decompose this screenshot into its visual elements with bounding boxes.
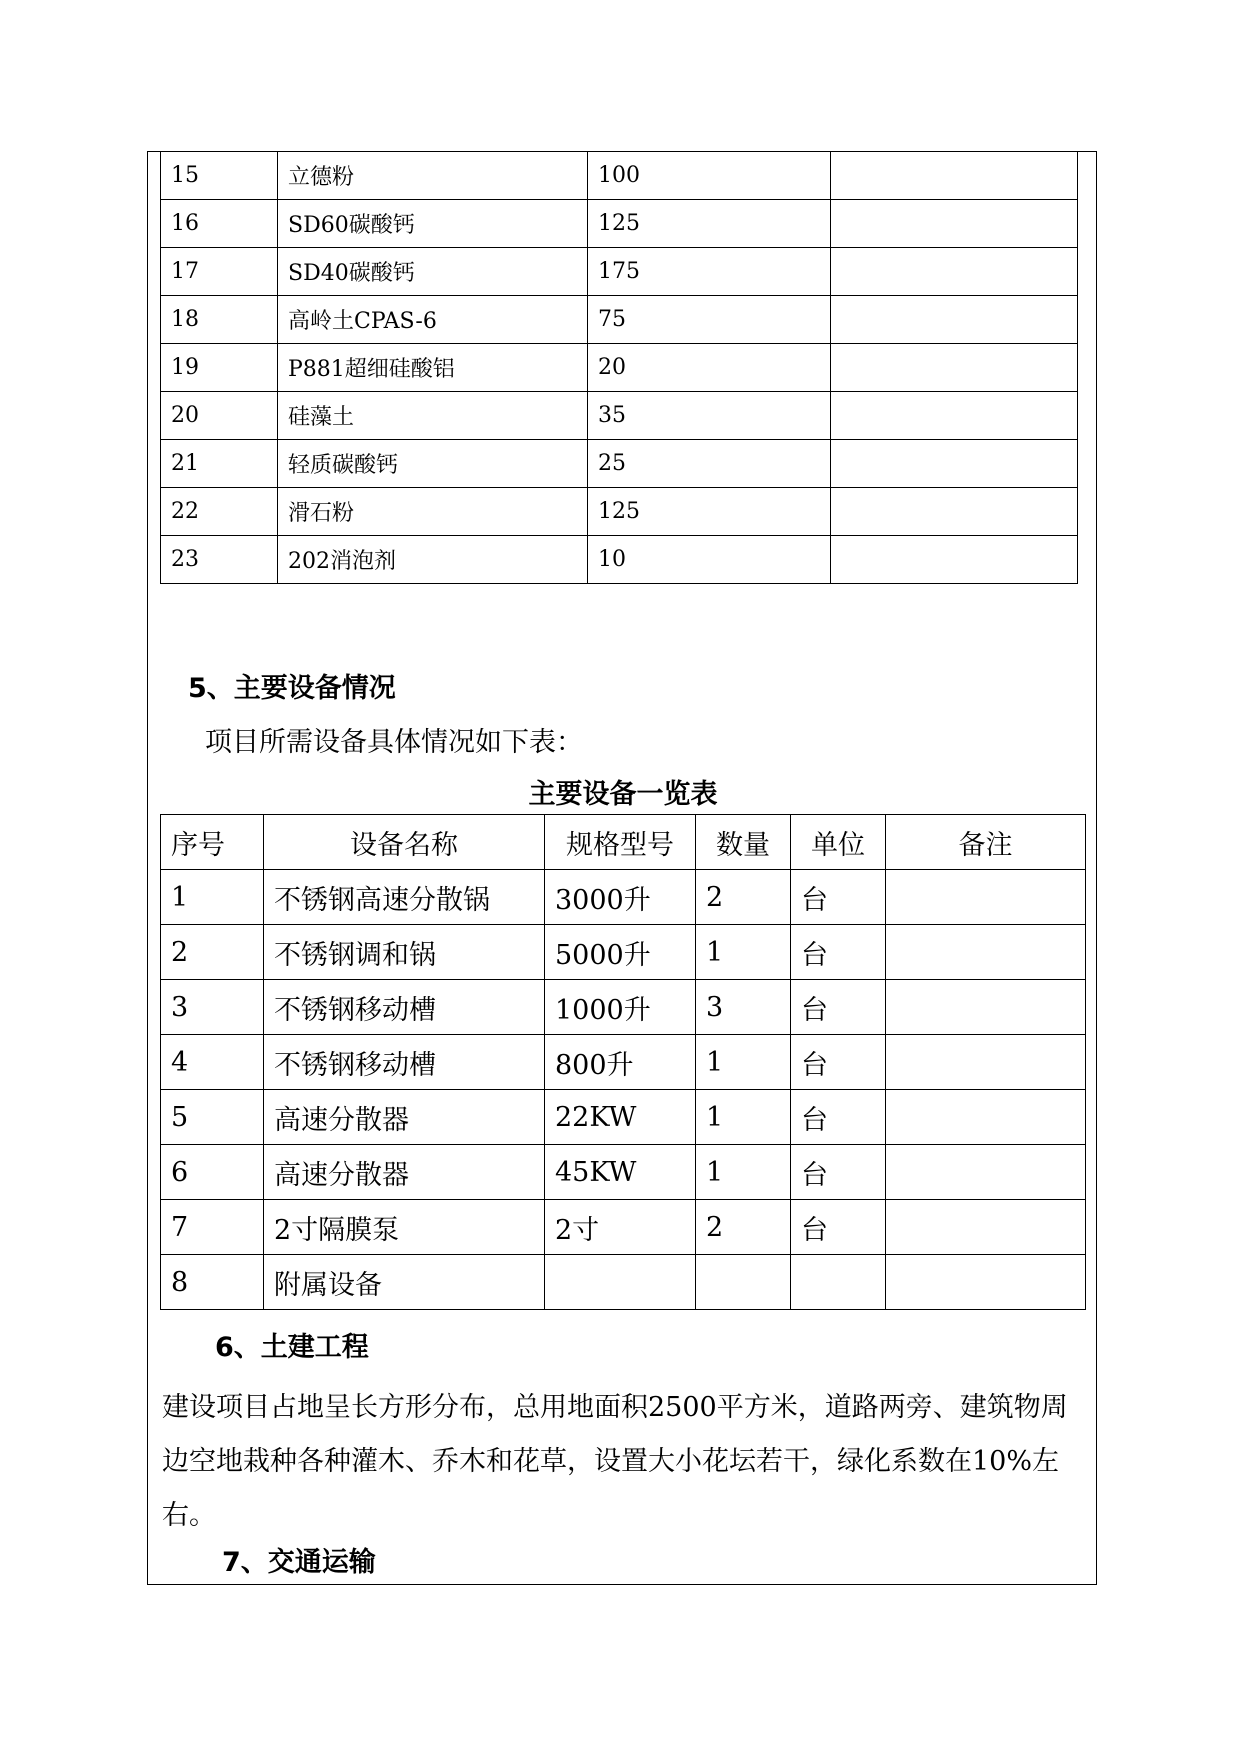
equipment-no: 4	[161, 1035, 264, 1090]
equipment-spec: 800升	[545, 1035, 696, 1090]
table-row	[161, 1255, 1086, 1310]
material-name: 立德粉	[278, 152, 588, 200]
equipment-no: 5	[161, 1090, 264, 1145]
header-note: 备注	[886, 815, 1086, 870]
equipment-qty: 3	[696, 980, 791, 1035]
equipment-name: 2寸隔膜泵	[264, 1200, 545, 1255]
header-no: 序号	[161, 815, 264, 870]
material-no: 16	[161, 200, 278, 248]
table-row	[161, 488, 1078, 536]
equipment-no: 1	[161, 870, 264, 925]
material-no: 19	[161, 344, 278, 392]
table-row	[161, 870, 1086, 925]
material-name: 轻质碳酸钙	[278, 440, 588, 488]
material-qty: 75	[588, 296, 831, 344]
section7-heading: 7、交通运输	[222, 1547, 376, 1578]
table-row	[161, 248, 1078, 296]
material-note	[831, 392, 1078, 440]
table-row	[161, 1200, 1086, 1255]
equipment-name: 不锈钢移动槽	[264, 980, 545, 1035]
header-unit: 单位	[791, 815, 886, 870]
equipment-name: 不锈钢移动槽	[264, 1035, 545, 1090]
equipment-qty: 1	[696, 925, 791, 980]
table-row	[161, 296, 1078, 344]
equipment-unit: 台	[791, 1090, 886, 1145]
material-note	[831, 248, 1078, 296]
material-note	[831, 536, 1078, 584]
table-row	[161, 392, 1078, 440]
material-note	[831, 296, 1078, 344]
equipment-unit: 台	[791, 1200, 886, 1255]
equipment-spec: 1000升	[545, 980, 696, 1035]
equipment-unit: 台	[791, 1035, 886, 1090]
table-row	[161, 344, 1078, 392]
equipment-table-caption: 主要设备一览表	[528, 779, 718, 810]
material-qty: 10	[588, 536, 831, 584]
equipment-spec: 22KW	[545, 1090, 696, 1145]
section5-heading: 5、主要设备情况	[188, 673, 396, 704]
header-qty: 数量	[696, 815, 791, 870]
material-name: 高岭土CPAS-6	[278, 296, 588, 344]
material-name: SD60碳酸钙	[278, 200, 588, 248]
header-name: 设备名称	[264, 815, 545, 870]
section6-paragraph: 建设项目占地呈长方形分布，总用地面积2500平方米，道路两旁、建筑物周边空地栽种各种灌木、乔木和花草，设置大小花坛若干，绿化系数在10%左右。	[162, 1392, 1068, 1531]
equipment-qty: 2	[696, 870, 791, 925]
equipment-spec: 2寸	[545, 1200, 696, 1255]
equipment-name: 不锈钢高速分散锅	[264, 870, 545, 925]
section5-intro: 项目所需设备具体情况如下表：	[205, 727, 583, 758]
material-no: 20	[161, 392, 278, 440]
header-spec: 规格型号	[545, 815, 696, 870]
section6-heading: 6、土建工程	[215, 1332, 369, 1363]
equipment-table-header-row	[161, 815, 1086, 870]
equipment-qty: 2	[696, 1200, 791, 1255]
materials-table	[160, 151, 1078, 584]
equipment-name: 附属设备	[264, 1255, 545, 1310]
material-name: 硅藻土	[278, 392, 588, 440]
equipment-no: 3	[161, 980, 264, 1035]
equipment-no: 7	[161, 1200, 264, 1255]
material-no: 15	[161, 152, 278, 200]
equipment-qty: 1	[696, 1145, 791, 1200]
material-no: 23	[161, 536, 278, 584]
material-name: 202消泡剂	[278, 536, 588, 584]
material-note	[831, 152, 1078, 200]
material-note	[831, 200, 1078, 248]
material-no: 22	[161, 488, 278, 536]
equipment-name: 不锈钢调和锅	[264, 925, 545, 980]
material-qty: 25	[588, 440, 831, 488]
equipment-no: 6	[161, 1145, 264, 1200]
equipment-spec: 3000升	[545, 870, 696, 925]
equipment-unit: 台	[791, 925, 886, 980]
table-row	[161, 1035, 1086, 1090]
equipment-no: 8	[161, 1255, 264, 1310]
equipment-qty	[696, 1255, 791, 1310]
equipment-qty: 1	[696, 1035, 791, 1090]
table-row	[161, 200, 1078, 248]
equipment-qty: 1	[696, 1090, 791, 1145]
equipment-note	[886, 1090, 1086, 1145]
equipment-no: 2	[161, 925, 264, 980]
equipment-note	[886, 870, 1086, 925]
material-name: SD40碳酸钙	[278, 248, 588, 296]
material-note	[831, 440, 1078, 488]
equipment-note	[886, 1035, 1086, 1090]
material-qty: 175	[588, 248, 831, 296]
equipment-unit: 台	[791, 980, 886, 1035]
material-no: 18	[161, 296, 278, 344]
material-qty: 20	[588, 344, 831, 392]
equipment-note	[886, 1145, 1086, 1200]
table-row	[161, 536, 1078, 584]
equipment-note	[886, 1255, 1086, 1310]
table-row	[161, 1090, 1086, 1145]
material-qty: 100	[588, 152, 831, 200]
table-row	[161, 980, 1086, 1035]
equipment-unit	[791, 1255, 886, 1310]
equipment-unit: 台	[791, 870, 886, 925]
material-name: P881超细硅酸铝	[278, 344, 588, 392]
table-row	[161, 440, 1078, 488]
material-qty: 125	[588, 200, 831, 248]
material-name: 滑石粉	[278, 488, 588, 536]
equipment-table	[160, 814, 1086, 1310]
equipment-unit: 台	[791, 1145, 886, 1200]
equipment-note	[886, 925, 1086, 980]
material-note	[831, 344, 1078, 392]
equipment-spec: 45KW	[545, 1145, 696, 1200]
equipment-spec	[545, 1255, 696, 1310]
material-qty: 125	[588, 488, 831, 536]
table-row	[161, 1145, 1086, 1200]
equipment-note	[886, 1200, 1086, 1255]
table-row	[161, 925, 1086, 980]
table-row	[161, 152, 1078, 200]
equipment-spec: 5000升	[545, 925, 696, 980]
material-no: 21	[161, 440, 278, 488]
equipment-name: 高速分散器	[264, 1145, 545, 1200]
equipment-note	[886, 980, 1086, 1035]
material-qty: 35	[588, 392, 831, 440]
equipment-name: 高速分散器	[264, 1090, 545, 1145]
material-no: 17	[161, 248, 278, 296]
material-note	[831, 488, 1078, 536]
